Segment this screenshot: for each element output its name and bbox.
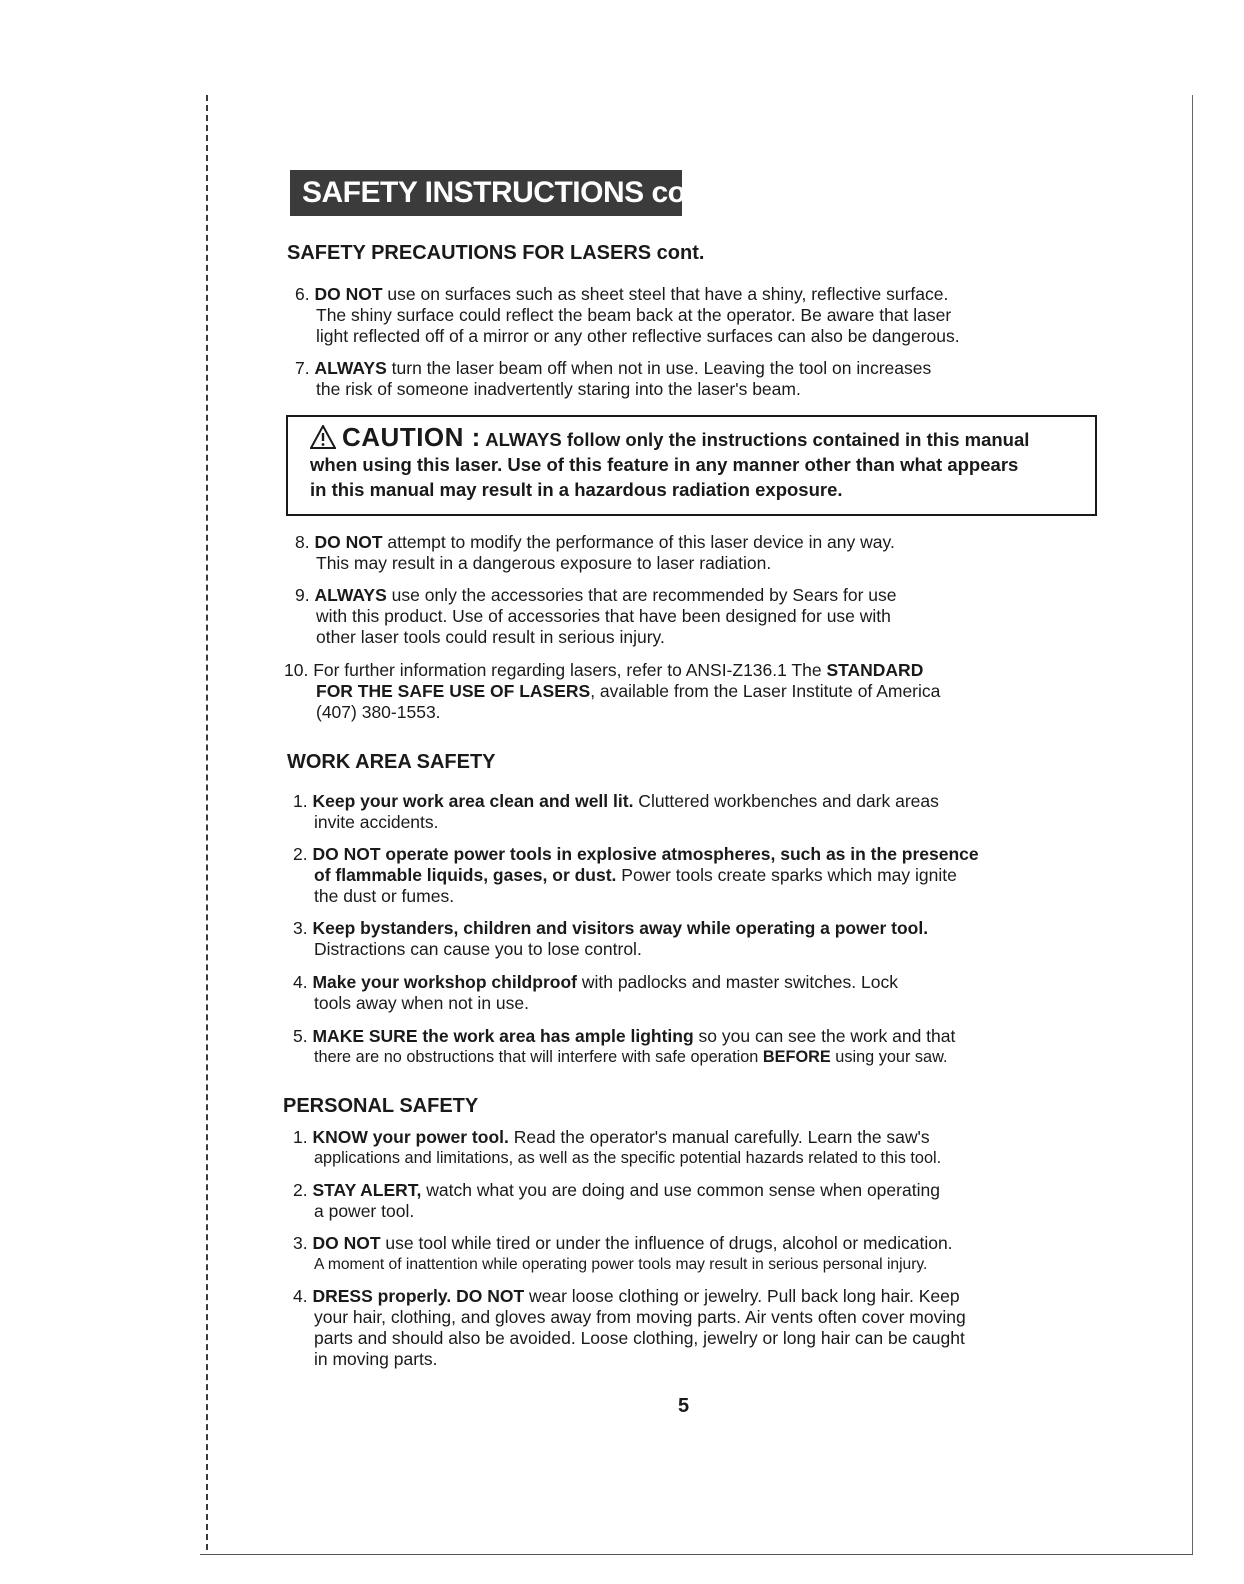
list-item-personal-3 [293,1233,953,1275]
right-margin-rule [1192,95,1193,1555]
item-line: parts and should also be avoided. Loose clothing, jewelry or long hair can be caught [314,1328,965,1348]
list-item-laser-8 [295,532,895,574]
item-bold-lead: Keep your work area clean and well lit. [312,791,634,811]
item-line: Distractions can cause you to lose control. [314,939,642,959]
item-number: 2. [293,844,308,864]
item-text: watch what you are doing and use common sense when operating [421,1180,940,1200]
warning-triangle-icon [310,425,336,449]
item-line: invite accidents. [314,812,439,832]
item-line: the dust or fumes. [314,886,455,906]
page-number: 5 [678,1395,690,1417]
item-line: (407) 380-1553. [316,702,441,722]
caution-text [310,422,1030,502]
item-line: the risk of someone inadvertently staring into the laser's beam. [316,379,801,399]
item-text: use only the accessories that are recommended by Sears for use [386,585,897,605]
item-line [293,1047,955,1068]
item-text: Read the operator's manual carefully. Learn the saw's [508,1127,930,1147]
item-bold-lead: Keep bystanders, children and visitors away while operating a power tool. [312,918,929,938]
item-text: use on surfaces such as sheet steel that have a shiny, reflective surface. [382,284,949,304]
item-text: Power tools create sparks which may ignite [616,865,957,885]
item-line: tools away when not in use. [314,993,529,1013]
lasers-heading: SAFETY PRECAUTIONS FOR LASERS cont. [287,242,705,264]
item-line: A moment of inattention while operating power tools may result in serious personal injury. [314,1256,928,1273]
list-item-laser-7 [295,358,931,400]
item-number: 10. [284,660,309,680]
item-line [284,681,940,702]
item-line: your hair, clothing, and gloves away from moving parts. Air vents often cover moving [314,1307,966,1327]
item-number: 4. [293,1286,308,1306]
item-bold-lead: STAY ALERT, [312,1180,422,1200]
item-number: 5. [293,1026,308,1046]
item-bold-lead: DO NOT operate power tools in explosive atmospheres, such as in the presence [312,844,979,864]
item-number: 3. [293,1233,308,1253]
bottom-margin-rule [200,1554,1193,1555]
item-bold-lead: Make your workshop childproof [312,972,577,992]
item-text: attempt to modify the performance of this laser device in any way. [382,532,895,552]
work-area-heading: WORK AREA SAFETY [287,751,496,773]
item-number: 7. [295,358,310,378]
list-item-personal-1 [293,1127,941,1169]
item-line: in moving parts. [314,1349,438,1369]
item-number: 1. [293,1127,308,1147]
list-item-personal-2 [293,1180,940,1222]
list-item-work-4 [293,972,898,1014]
item-line: The shiny surface could reflect the beam back at the operator. Be aware that laser [316,305,952,325]
list-item-laser-10 [284,660,940,723]
item-number: 3. [293,918,308,938]
item-line: other laser tools could result in serious injury. [316,627,665,647]
item-text: so you can see the work and that [693,1026,956,1046]
item-text: wear loose clothing or jewelry. Pull back long hair. Keep [524,1286,960,1306]
item-bold-lead: DO NOT [312,1233,381,1253]
list-item-laser-6 [295,284,960,347]
item-bold-lead: MAKE SURE the work area has ample lighting [312,1026,694,1046]
item-text: , available from the Laser Institute of America [590,681,941,701]
caution-line: when using this laser. Use of this feature in any manner other than what appears [310,454,1019,475]
list-item-laser-9 [295,585,897,648]
item-line: light reflected off of a mirror or any other reflective surfaces can also be dangerous. [316,326,960,346]
item-number: 6. [295,284,310,304]
item-text: there are no obstructions that will interfere with safe operation [314,1048,763,1066]
item-bold: of flammable liquids, gases, or dust. [314,865,617,885]
item-text: turn the laser beam off when not in use. Leaving the tool on increases [386,358,932,378]
item-text: use tool while tired or under the influence of drugs, alcohol or medication. [380,1233,953,1253]
item-number: 2. [293,1180,308,1200]
item-line: applications and limitations, as well as the specific potential hazards related to this tool. [314,1149,942,1167]
item-line: with this product. Use of accessories that have been designed for use with [316,606,891,626]
list-item-work-1 [293,791,939,833]
list-item-work-2 [293,844,979,907]
item-line: a power tool. [314,1201,415,1221]
section-banner: SAFETY INSTRUCTIONS cont. [290,170,682,216]
item-text: with padlocks and master switches. Lock [576,972,898,992]
caution-label: CAUTION : [342,422,481,452]
left-margin-rule [206,95,208,1550]
personal-safety-heading: PERSONAL SAFETY [283,1095,479,1117]
item-number: 8. [295,532,310,552]
item-line [293,865,979,886]
item-text: using your saw. [830,1048,948,1066]
list-item-work-3 [293,918,928,960]
item-number: 4. [293,972,308,992]
item-bold-lead: DO NOT [314,532,383,552]
item-bold: FOR THE SAFE USE OF LASERS [316,681,591,701]
item-bold-lead: ALWAYS [314,585,387,605]
item-number: 9. [295,585,310,605]
item-bold: BEFORE [762,1048,831,1066]
list-item-personal-4 [293,1286,966,1370]
item-bold-lead: DO NOT [314,284,383,304]
list-item-work-5 [293,1026,955,1068]
item-bold-lead: ALWAYS [314,358,387,378]
caution-line: in this manual may result in a hazardous radiation exposure. [310,479,843,500]
item-text: Cluttered workbenches and dark areas [633,791,939,811]
item-bold-lead: KNOW your power tool. [312,1127,509,1147]
item-line: This may result in a dangerous exposure to laser radiation. [316,553,772,573]
caution-line: ALWAYS follow only the instructions contained in this manual [485,429,1030,450]
item-number: 1. [293,791,308,811]
item-bold: STANDARD [826,660,924,680]
item-bold-lead: DRESS properly. DO NOT [312,1286,525,1306]
item-text: For further information regarding lasers, refer to ANSI-Z136.1 The [308,660,827,680]
